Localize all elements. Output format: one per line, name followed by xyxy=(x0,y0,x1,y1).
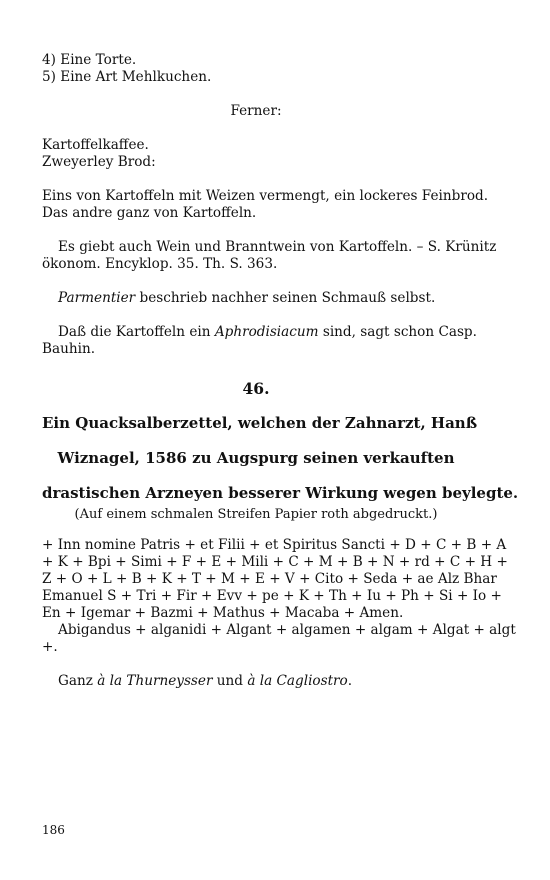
paragraph-text: beschrieb nachher seinen Schmauß selbst. xyxy=(135,290,436,306)
parmentier-paragraph xyxy=(42,290,470,307)
paragraph-text: Daß die Kartoffeln ein xyxy=(58,324,215,340)
page-number: 186 xyxy=(42,823,65,837)
formula-line: Emanuel S + Tri + Fir + Evv + pe + K + Th + Iu + Ph + Si + Io + xyxy=(42,588,502,604)
section-title-line: drastischen Arzneyen besserer Wirkung wegen beylegte. xyxy=(42,484,519,502)
paragraph-line: ökonom. Encyklop. 35. Th. S. 363. xyxy=(42,256,278,272)
spacer xyxy=(42,398,470,414)
ferner-heading: Ferner: xyxy=(230,103,282,119)
spacer xyxy=(42,307,470,324)
formula-line: En + Igemar + Bazmi + Mathus + Macaba + Amen. xyxy=(42,605,404,621)
spacer xyxy=(42,273,470,290)
paragraph-text: sind, sagt schon Casp. xyxy=(318,324,477,340)
formula-line: Z + O + L + B + K + T + M + E + V + Cito + Seda + ae Alz Bhar xyxy=(42,571,497,587)
paragraph-text: Ganz xyxy=(58,673,98,689)
list-item: 5) Eine Art Mehlkuchen. xyxy=(42,69,212,85)
section-note: (Auf einem schmalen Streifen Papier roth abgedruckt.) xyxy=(74,507,438,522)
closing-paragraph xyxy=(42,673,470,690)
list-item: Zweyerley Brod: xyxy=(42,154,156,170)
spacer xyxy=(42,358,470,380)
paragraph-line: Es giebt auch Wein und Branntwein von Kartoffeln. – S. Krünitz xyxy=(58,239,497,255)
formula-line: +. xyxy=(42,639,58,655)
formula-line: + K + Bpi + Simi + F + E + Mili + C + M + B + N + rd + C + H + xyxy=(42,554,508,570)
spacer xyxy=(42,432,470,449)
paragraph-line: Das andre ganz von Kartoffeln. xyxy=(42,205,257,221)
spacer xyxy=(42,656,470,673)
italic-name: Parmentier xyxy=(58,290,136,306)
spacer xyxy=(42,467,470,484)
list-item: Kartoffelkaffee. xyxy=(42,137,149,153)
spacer xyxy=(42,222,470,239)
spacer xyxy=(42,120,470,137)
spacer xyxy=(42,523,470,537)
formula-line: Abigandus + alganidi + Algant + algamen + algam + Algat + algt xyxy=(58,622,516,638)
section-title-line: Ein Quacksalberzettel, welchen der Zahnarzt, Hanß xyxy=(42,414,478,432)
section-title-line: Wiznagel, 1586 zu Augspurg seinen verkauften xyxy=(57,449,455,467)
paragraph-text: . xyxy=(347,673,353,689)
italic-name: à la Cagliostro xyxy=(247,673,348,689)
paragraph-line: Bauhin. xyxy=(42,341,96,357)
spacer xyxy=(42,171,470,188)
italic-name: à la Thurneysser xyxy=(97,673,213,689)
list-item: 4) Eine Torte. xyxy=(42,52,137,68)
paragraph-line: Eins von Kartoffeln mit Weizen vermengt, ein lockeres Feinbrod. xyxy=(42,188,489,204)
section-number: 46. xyxy=(242,379,270,398)
page-body xyxy=(42,52,519,690)
italic-term: Aphrodisiacum xyxy=(214,324,319,340)
aphrodisiacum-paragraph xyxy=(42,324,477,341)
spacer xyxy=(42,86,470,103)
formula-line: + Inn nomine Patris + et Filii + et Spiritus Sancti + D + C + B + A xyxy=(42,537,507,553)
paragraph-text: und xyxy=(212,673,248,689)
